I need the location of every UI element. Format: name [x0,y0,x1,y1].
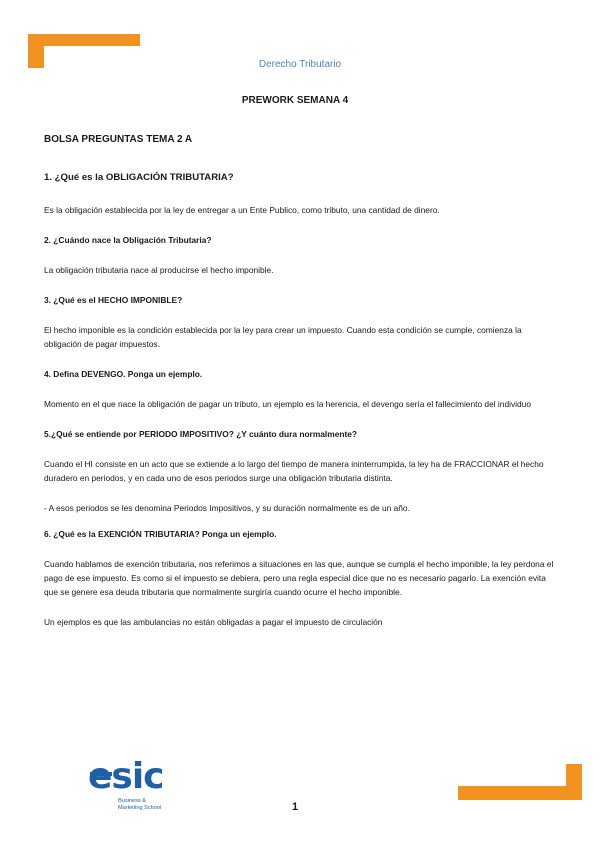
question-1: 1. ¿Qué es la OBLIGACIÓN TRIBUTARIA? [44,172,234,183]
corner-decoration-bottom-right [458,764,582,800]
answer-2: La obligación tributaria nace al producirse el hecho imponible. [44,265,274,275]
answer-3: El hecho imponible es la condición establecida por la ley para crear un impuesto. Cuando esta condición se cumple, comienza la obligación de pagar impuestos. [44,325,522,349]
answer-1: Es la obligación establecida por la ley de entregar a un Ente Publico, como tributo, una cantidad de dinero. [44,205,440,215]
question-6: 6. ¿Qué es la EXENCIÓN TRIBUTARIA? Ponga un ejemplo. [44,529,277,539]
corner-bar-horizontal [458,786,582,800]
logo-tagline-line-2: Marketing School [118,805,162,811]
answer-5a: Cuando el HI consiste en un acto que se extiende a lo largo del tiempo de manera ininterrumpida, la ley ha de FRACCIONAR el hecho duradero en periodos, y en cada uno de esos periodos surge una obligación tributaria distinta. [44,459,544,483]
answer-6b: Un ejemplos es que las ambulancias no están obligadas a pagar el impuesto de circulación [44,617,383,627]
question-3: 3. ¿Qué es el HECHO IMPONIBLE? [44,295,183,305]
logo-tagline-line-1: Business & [118,798,146,804]
question-5: 5.¿Qué se entiende por PERIODO IMPOSITIVO? ¿Y cuánto dura normalmente? [44,429,358,439]
section-title: BOLSA PREGUNTAS TEMA 2 A [44,134,193,145]
header-course-name: Derecho Tributario [258,59,342,70]
esic-logo [88,756,188,816]
answer-6a: Cuando hablamos de exención tributaria, nos referimos a situaciones en las que, aunque se cumpla el hecho imponible, la ley perdona el pago de ese impuesto. Es como si el impuesto se debiera, pero una regla especial dice que no es necesario pagarlo. La exención evita que se genere esa deuda tributaria que normalmente surgiría cuando ocurre el hecho imponible. [44,559,554,597]
answer-4: Momento en el que nace la obligación de pagar un tributo, un ejemplo es la herencia, el devengo sería el fallecimiento del individuo [44,399,531,409]
corner-bar-vertical [566,764,582,800]
page-number: 1 [292,801,299,813]
question-2: 2. ¿Cuándo nace la Obligación Tributaria? [44,235,212,245]
corner-bar-horizontal [28,34,140,46]
page-title: PREWORK SEMANA 4 [241,95,349,106]
answer-5b: - A esos periodos se les denomina Periodos Impositivos, y su duración normalmente es de un año. [44,503,410,513]
questions-content [44,171,556,629]
question-4: 4. Defina DEVENGO. Ponga un ejemplo. [44,369,203,379]
logo-tagline [118,798,161,812]
logo-wordmark: esic [88,756,164,797]
